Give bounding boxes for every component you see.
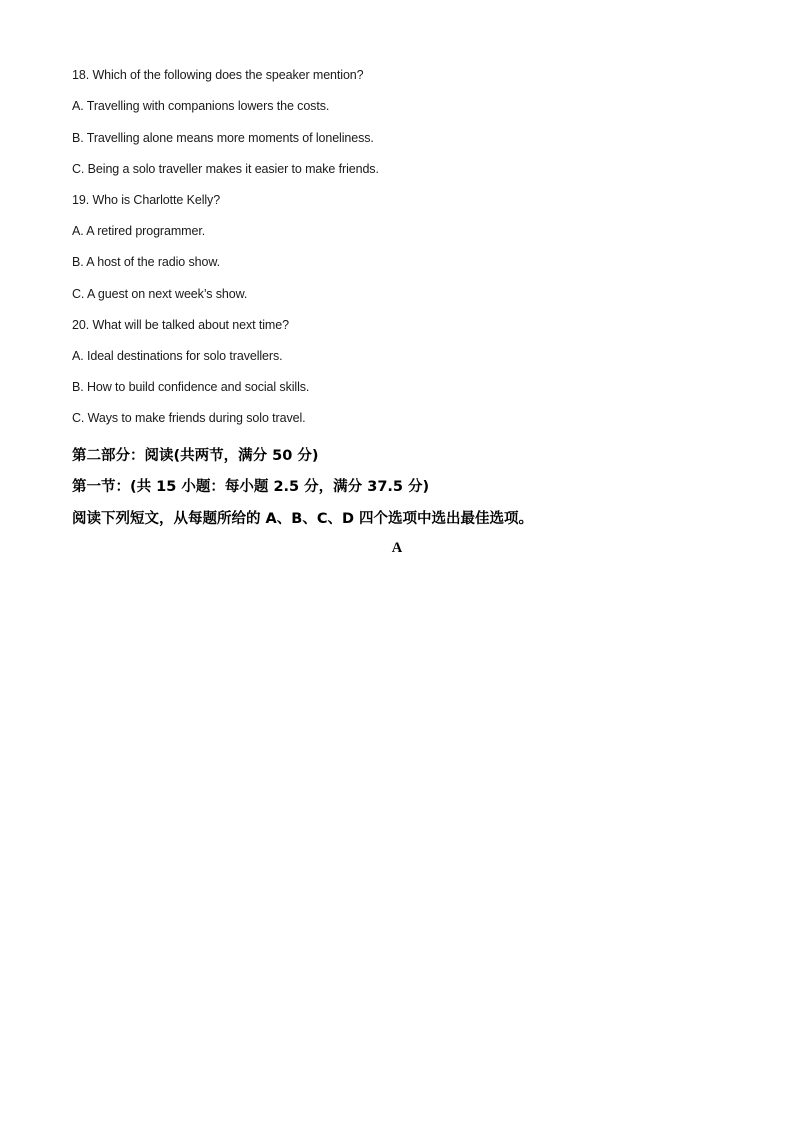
question-19-option-a: A. A retired programmer.: [72, 224, 206, 238]
question-20-option-c: C. Ways to make friends during solo travel.: [72, 411, 306, 425]
part-title: 第二部分：阅读(共两节，满分 50 分): [72, 448, 319, 464]
question-20-option-a: A. Ideal destinations for solo travellers.: [72, 349, 283, 363]
reading-instruction: 阅读下列短文，从每题所给的 A、B、C、D 四个选项中选出最佳选项。: [72, 511, 534, 527]
question-20-option-b: B. How to build confidence and social skills.: [72, 380, 310, 394]
question-19-stem: 19. Who is Charlotte Kelly?: [72, 193, 221, 207]
question-18-stem: 18. Which of the following does the speaker mention?: [72, 68, 364, 82]
question-19-option-b: B. A host of the radio show.: [72, 255, 220, 269]
question-20-stem: 20. What will be talked about next time?: [72, 318, 289, 332]
question-19-option-c: C. A guest on next week’s show.: [72, 287, 248, 301]
section-subtitle: 第一节：(共 15 小题：每小题 2.5 分，满分 37.5 分): [72, 479, 430, 495]
passage-label: A: [391, 540, 403, 556]
question-18-option-c: C. Being a solo traveller makes it easier to make friends.: [72, 162, 379, 176]
question-18-option-a: A. Travelling with companions lowers the costs.: [72, 99, 330, 113]
question-18-option-b: B. Travelling alone means more moments of loneliness.: [72, 131, 374, 145]
